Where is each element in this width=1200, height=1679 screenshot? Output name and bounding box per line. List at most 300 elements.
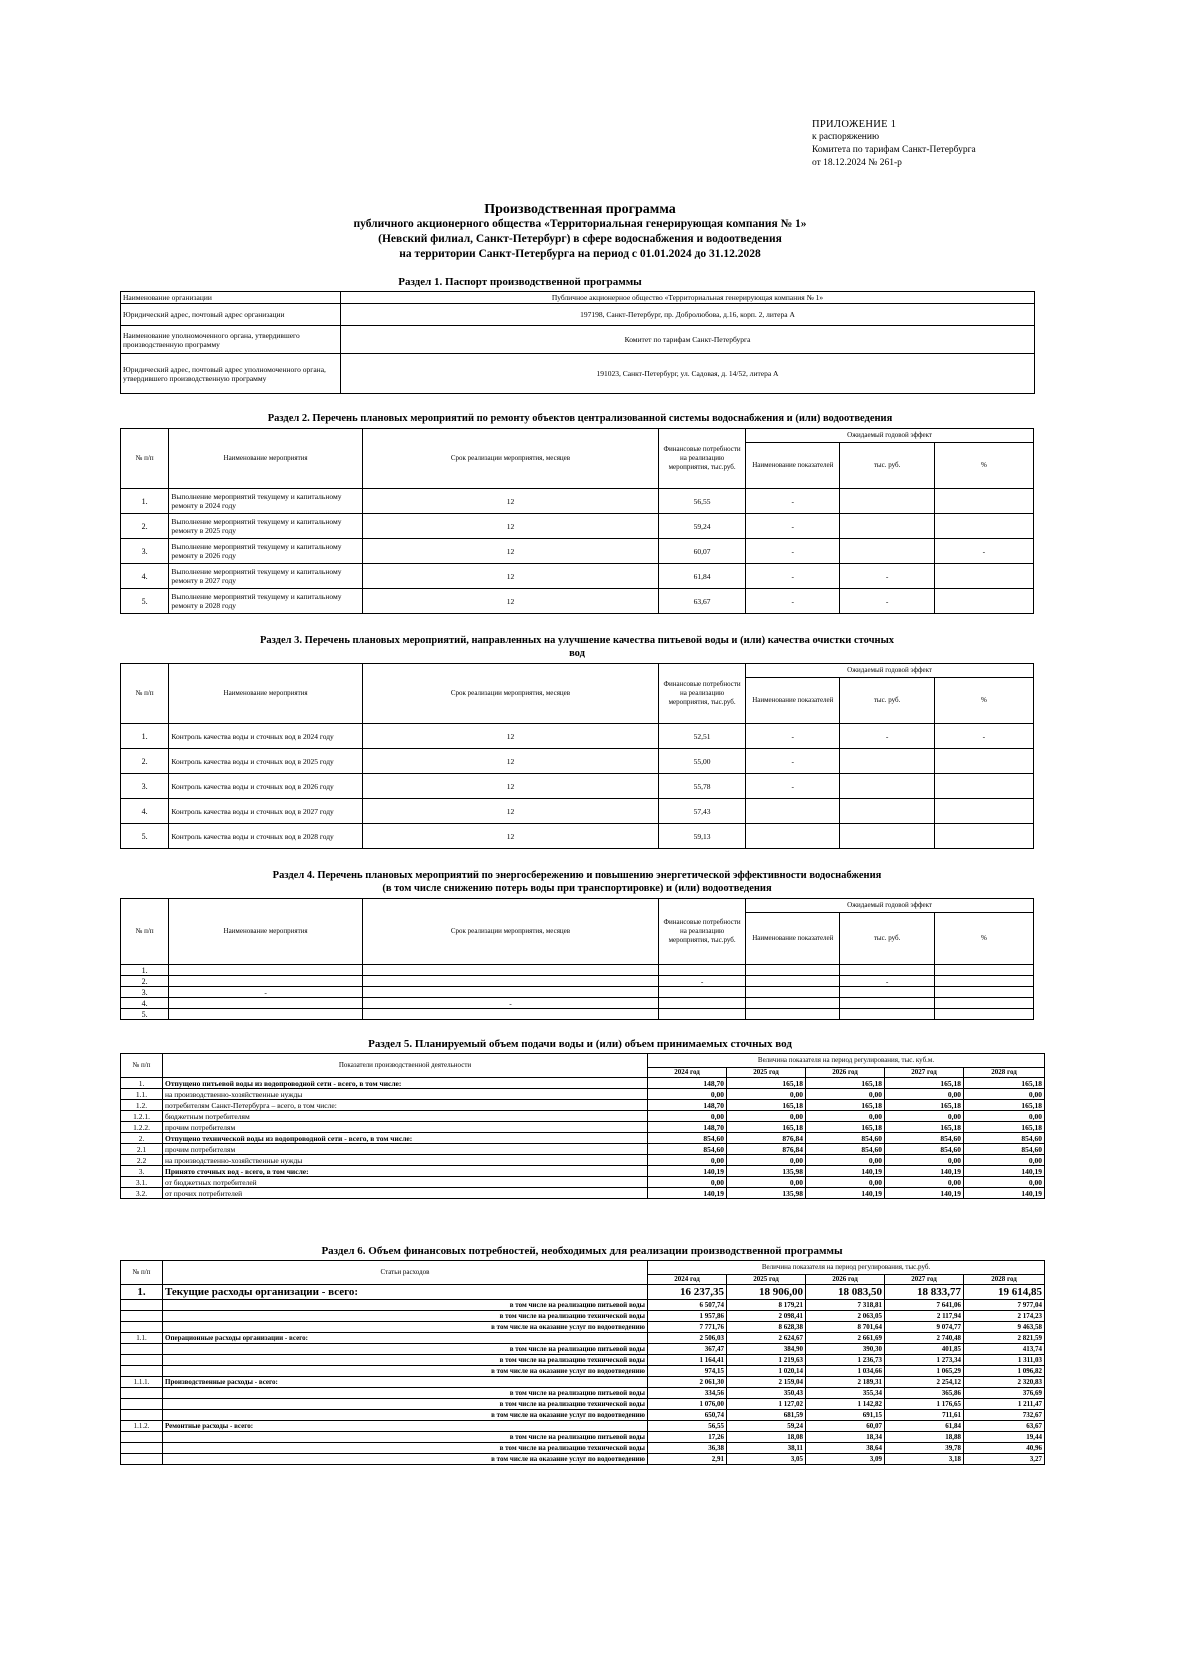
col-indicators: Наименование показателей [746, 678, 840, 724]
row-num: 1. [121, 965, 169, 976]
row-value: 0,00 [727, 1089, 806, 1100]
row-indicator [746, 976, 840, 987]
table-row [121, 1122, 1045, 1133]
table-row [121, 1155, 1045, 1166]
row-indicator [746, 987, 840, 998]
row-indicator: - [746, 774, 840, 799]
passport-row [121, 326, 1035, 354]
passport-value: Комитет по тарифам Санкт-Петербурга [341, 326, 1035, 354]
table-row [121, 1366, 1045, 1377]
row-rub [840, 489, 934, 514]
table-row [121, 539, 1034, 564]
document-title [200, 202, 960, 262]
row-value: 2 661,69 [806, 1333, 885, 1344]
row-num [121, 1311, 163, 1322]
row-value: 365,86 [885, 1388, 964, 1399]
col-year: 2027 год [885, 1275, 964, 1285]
row-term [362, 965, 658, 976]
row-value: 854,60 [964, 1144, 1045, 1155]
row-num: 5. [121, 589, 169, 614]
row-value: 148,70 [648, 1122, 727, 1133]
table-row [121, 1188, 1045, 1199]
section4-title [120, 869, 1034, 895]
title-line: Производственная программа [484, 202, 676, 217]
section1-title: Раздел 1. Паспорт производственной программы [398, 276, 642, 288]
row-value: 0,00 [727, 1155, 806, 1166]
row-num [121, 1443, 163, 1454]
passport-row [121, 304, 1035, 326]
row-num [121, 1300, 163, 1311]
row-value: 38,64 [806, 1443, 885, 1454]
row-value: 7 771,76 [648, 1322, 727, 1333]
row-value: 1 065,29 [885, 1366, 964, 1377]
row-rub: - [840, 589, 934, 614]
row-value: 165,18 [885, 1078, 964, 1089]
table-row [121, 724, 1034, 749]
row-name: прочим потребителям [163, 1122, 648, 1133]
row-value: 1 273,34 [885, 1355, 964, 1366]
section5-title: Раздел 5. Планируемый объем подачи воды и (или) объем принимаемых сточных вод [368, 1038, 792, 1050]
row-name: в том числе на реализацию технической воды [163, 1355, 648, 1366]
row-value: 401,85 [885, 1344, 964, 1355]
row-num [121, 1432, 163, 1443]
row-value: 0,00 [727, 1177, 806, 1188]
row-value: 1 219,63 [727, 1355, 806, 1366]
table-row [121, 1078, 1045, 1089]
row-value: 854,60 [806, 1133, 885, 1144]
row-num: 3.1. [121, 1177, 163, 1188]
col-year: 2027 год [885, 1068, 964, 1078]
row-term: 12 [362, 749, 658, 774]
table-row [121, 1144, 1045, 1155]
row-name: Выполнение мероприятий текущему и капитальному ремонту в 2027 году [169, 564, 362, 589]
col-year: 2025 год [727, 1068, 806, 1078]
row-name: в том числе на реализацию питьевой воды [163, 1388, 648, 1399]
row-num: 2. [121, 749, 169, 774]
table-row [121, 1166, 1045, 1177]
section4-title-line: (в том числе снижению потерь воды при транспортировке) и (или) водоотведения [382, 883, 772, 894]
row-value: 854,60 [648, 1133, 727, 1144]
row-finance: - [659, 976, 746, 987]
col-indicators: Наименование показателей [746, 913, 840, 965]
row-num [121, 1399, 163, 1410]
row-value: 2 740,48 [885, 1333, 964, 1344]
row-value: 140,19 [964, 1166, 1045, 1177]
row-value: 3,05 [727, 1454, 806, 1465]
row-num: 1.1. [121, 1333, 163, 1344]
row-value: 3,09 [806, 1454, 885, 1465]
row-value: 3,27 [964, 1454, 1045, 1465]
row-value: 1 311,03 [964, 1355, 1045, 1366]
row-pct [934, 589, 1033, 614]
row-pct [934, 514, 1033, 539]
table-row [121, 1100, 1045, 1111]
row-num [121, 1322, 163, 1333]
col-year: 2026 год [806, 1068, 885, 1078]
row-value: 18 833,77 [885, 1285, 964, 1300]
col-finance: Финансовые потребности на реализацию мероприятия, тыс.руб. [659, 899, 746, 965]
title-line: на территории Санкт-Петербурга на период с 01.01.2024 до 31.12.2028 [399, 248, 761, 260]
section3-title [120, 634, 1034, 660]
row-value: 19 614,85 [964, 1285, 1045, 1300]
row-name [169, 976, 362, 987]
table-row [121, 774, 1034, 799]
row-name: Отпущено питьевой воды из водопроводной сети - всего, в том числе: [163, 1078, 648, 1089]
row-value: 148,70 [648, 1100, 727, 1111]
row-value: 1 076,00 [648, 1399, 727, 1410]
col-num: № п/п [121, 429, 169, 489]
row-rub [840, 514, 934, 539]
table-row [121, 998, 1034, 1009]
col-term: Срок реализации мероприятия, месяцев [362, 664, 658, 724]
row-value: 165,18 [885, 1122, 964, 1133]
section6-title: Раздел 6. Объем финансовых потребностей, необходимых для реализации производственной программы [321, 1245, 843, 1257]
row-value: 2 159,04 [727, 1377, 806, 1388]
row-pct [934, 976, 1033, 987]
row-name: Выполнение мероприятий текущему и капитальному ремонту в 2024 году [169, 489, 362, 514]
row-name: Контроль качества воды и сточных вод в 2027 году [169, 799, 362, 824]
passport-label: Наименование организации [121, 292, 341, 304]
row-value: 854,60 [648, 1144, 727, 1155]
row-value: 0,00 [964, 1155, 1045, 1166]
row-name: бюджетным потребителям [163, 1111, 648, 1122]
col-indicator: Показатели производственной деятельности [163, 1054, 648, 1078]
row-value: 650,74 [648, 1410, 727, 1421]
row-value: 0,00 [806, 1089, 885, 1100]
row-value: 854,60 [806, 1144, 885, 1155]
row-value: 0,00 [727, 1111, 806, 1122]
col-rub: тыс. руб. [840, 678, 934, 724]
row-term: 12 [362, 514, 658, 539]
row-num: 3. [121, 774, 169, 799]
row-value: 2 821,59 [964, 1333, 1045, 1344]
row-value: 390,30 [806, 1344, 885, 1355]
appendix-line: ПРИЛОЖЕНИЕ 1 [812, 119, 897, 130]
row-value: 0,00 [806, 1111, 885, 1122]
row-value: 8 701,64 [806, 1322, 885, 1333]
col-rub: тыс. руб. [840, 443, 934, 489]
row-indicator [746, 998, 840, 1009]
row-name [169, 998, 362, 1009]
row-value: 16 237,35 [648, 1285, 727, 1300]
col-num: № п/п [121, 899, 169, 965]
row-value: 17,26 [648, 1432, 727, 1443]
row-value: 2,91 [648, 1454, 727, 1465]
table-row [121, 965, 1034, 976]
passport-label: Юридический адрес, почтовый адрес организации [121, 304, 341, 326]
row-indicator: - [746, 539, 840, 564]
row-value: 350,43 [727, 1388, 806, 1399]
row-name: от бюджетных потребителей [163, 1177, 648, 1188]
row-value: 140,19 [806, 1188, 885, 1199]
row-num: 4. [121, 799, 169, 824]
row-name: в том числе на реализацию технической воды [163, 1399, 648, 1410]
section5-table [120, 1053, 1045, 1199]
row-num [121, 1388, 163, 1399]
table-row [121, 514, 1034, 539]
col-num: № п/п [121, 1261, 163, 1285]
passport-row [121, 354, 1035, 394]
row-name: потребителям Санкт-Петербурга – всего, в том числе: [163, 1100, 648, 1111]
row-value: 2 189,31 [806, 1377, 885, 1388]
row-rub [840, 799, 934, 824]
passport-label: Юридический адрес, почтовый адрес уполномоченного органа, утвердившего производственную программу [121, 354, 341, 394]
row-value: 165,18 [964, 1100, 1045, 1111]
row-value: 1 127,02 [727, 1399, 806, 1410]
row-rub [840, 965, 934, 976]
section2-title: Раздел 2. Перечень плановых мероприятий по ремонту объектов централизованной системы водоснабжения и (или) водоотведения [267, 413, 893, 424]
row-value: 384,90 [727, 1344, 806, 1355]
col-year: 2028 год [964, 1275, 1045, 1285]
row-num: 2. [121, 514, 169, 539]
row-value: 2 061,30 [648, 1377, 727, 1388]
row-value: 1 096,82 [964, 1366, 1045, 1377]
table-row [121, 1177, 1045, 1188]
row-indicator: - [746, 514, 840, 539]
row-name: в том числе на реализацию технической воды [163, 1311, 648, 1322]
row-value: 38,11 [727, 1443, 806, 1454]
row-finance: 57,43 [659, 799, 746, 824]
row-value: 19,44 [964, 1432, 1045, 1443]
row-num [121, 1410, 163, 1421]
col-name: Наименование мероприятия [169, 899, 362, 965]
row-name: в том числе на реализацию питьевой воды [163, 1300, 648, 1311]
row-value: 165,18 [727, 1122, 806, 1133]
row-rub: - [840, 976, 934, 987]
row-num: 1.2.2. [121, 1122, 163, 1133]
row-num: 1. [121, 1078, 163, 1089]
row-value: 0,00 [648, 1111, 727, 1122]
row-value: 376,69 [964, 1388, 1045, 1399]
row-value: 2 117,94 [885, 1311, 964, 1322]
table-row [121, 987, 1034, 998]
table-row [121, 1089, 1045, 1100]
row-value: 140,19 [885, 1188, 964, 1199]
row-pct [934, 998, 1033, 1009]
table-row [121, 749, 1034, 774]
row-name: Выполнение мероприятий текущему и капитальному ремонту в 2026 году [169, 539, 362, 564]
row-value: 165,18 [806, 1078, 885, 1089]
table-row [121, 589, 1034, 614]
table-row [121, 1009, 1034, 1020]
row-value: 0,00 [885, 1177, 964, 1188]
row-rub [840, 774, 934, 799]
row-value: 732,67 [964, 1410, 1045, 1421]
row-term [362, 976, 658, 987]
row-pct [934, 749, 1033, 774]
row-num: 2. [121, 1133, 163, 1144]
row-value: 165,18 [727, 1100, 806, 1111]
appendix-line: от 18.12.2024 № 261-р [812, 158, 902, 168]
row-value: 135,98 [727, 1188, 806, 1199]
row-value: 0,00 [648, 1155, 727, 1166]
row-value: 0,00 [806, 1177, 885, 1188]
row-term: 12 [362, 824, 658, 849]
row-finance: 61,84 [659, 564, 746, 589]
row-name: Выполнение мероприятий текущему и капитальному ремонту в 2028 году [169, 589, 362, 614]
table-row [121, 976, 1034, 987]
section1-table [120, 291, 1035, 394]
row-num: 1. [121, 489, 169, 514]
col-finance: Финансовые потребности на реализацию мероприятия, тыс.руб. [659, 664, 746, 724]
row-pct: - [934, 539, 1033, 564]
table-row [121, 564, 1034, 589]
row-value: 165,18 [885, 1100, 964, 1111]
row-value: 1 034,66 [806, 1366, 885, 1377]
appendix-line: к распоряжению [812, 132, 880, 142]
table-row [121, 799, 1034, 824]
row-indicator [746, 799, 840, 824]
row-value: 9 463,58 [964, 1322, 1045, 1333]
row-finance: 59,13 [659, 824, 746, 849]
row-value: 0,00 [648, 1089, 727, 1100]
row-num: 3. [121, 539, 169, 564]
row-name: в том числе на реализацию питьевой воды [163, 1344, 648, 1355]
col-year: 2024 год [648, 1275, 727, 1285]
section5-body [121, 1078, 1045, 1199]
row-indicator [746, 824, 840, 849]
row-term: 12 [362, 799, 658, 824]
section3-title-line: Раздел 3. Перечень плановых мероприятий, направленных на улучшение качества питьевой воды и (или) качества очистки сточных [259, 635, 895, 646]
row-value: 40,96 [964, 1443, 1045, 1454]
row-num [121, 1344, 163, 1355]
row-value: 367,47 [648, 1344, 727, 1355]
row-value: 1 211,47 [964, 1399, 1045, 1410]
row-num [121, 1366, 163, 1377]
row-value: 2 063,05 [806, 1311, 885, 1322]
section4-title-line: Раздел 4. Перечень плановых мероприятий по энергосбережению и повышению энергетической эффективности водоснабжения [272, 870, 882, 881]
col-year: 2026 год [806, 1275, 885, 1285]
table-row [121, 1399, 1045, 1410]
row-value: 1 164,41 [648, 1355, 727, 1366]
col-period: Величина показателя на период регулирования, тыс. куб.м. [648, 1054, 1045, 1068]
row-finance: 60,07 [659, 539, 746, 564]
section3-table [120, 663, 1034, 849]
row-value: 681,59 [727, 1410, 806, 1421]
table-row [121, 1432, 1045, 1443]
row-name: в том числе на реализацию питьевой воды [163, 1432, 648, 1443]
row-name: - [169, 987, 362, 998]
row-value: 140,19 [885, 1166, 964, 1177]
row-num: 5. [121, 824, 169, 849]
row-num: 4. [121, 998, 169, 1009]
table-row [121, 1333, 1045, 1344]
col-rub: тыс. руб. [840, 913, 934, 965]
row-value: 165,18 [806, 1122, 885, 1133]
row-value: 0,00 [806, 1155, 885, 1166]
table-row [121, 1344, 1045, 1355]
section6-body [121, 1285, 1045, 1465]
row-value: 140,19 [806, 1166, 885, 1177]
table-row [121, 824, 1034, 849]
col-effect: Ожидаемый годовой эффект [746, 664, 1034, 678]
row-value: 148,70 [648, 1078, 727, 1089]
col-pct: % [934, 678, 1033, 724]
row-finance [659, 1009, 746, 1020]
row-value: 1 236,73 [806, 1355, 885, 1366]
row-value: 854,60 [885, 1144, 964, 1155]
row-value: 2 320,83 [964, 1377, 1045, 1388]
col-pct: % [934, 443, 1033, 489]
row-num: 2.2 [121, 1155, 163, 1166]
row-name: Отпущено технической воды из водопроводной сети - всего, в том числе: [163, 1133, 648, 1144]
row-value: 1 957,86 [648, 1311, 727, 1322]
row-name: Контроль качества воды и сточных вод в 2025 году [169, 749, 362, 774]
row-value: 165,18 [727, 1078, 806, 1089]
row-value: 6 507,74 [648, 1300, 727, 1311]
row-term [362, 1009, 658, 1020]
row-value: 18 906,00 [727, 1285, 806, 1300]
section3-title-line: вод [569, 648, 585, 659]
row-finance: 55,78 [659, 774, 746, 799]
row-value: 59,24 [727, 1421, 806, 1432]
row-indicator [746, 965, 840, 976]
row-finance: 63,67 [659, 589, 746, 614]
col-name: Наименование мероприятия [169, 429, 362, 489]
row-num: 1.2. [121, 1100, 163, 1111]
row-value: 63,67 [964, 1421, 1045, 1432]
row-value: 39,78 [885, 1443, 964, 1454]
row-indicator: - [746, 489, 840, 514]
row-name: Контроль качества воды и сточных вод в 2026 году [169, 774, 362, 799]
row-indicator: - [746, 564, 840, 589]
row-value: 2 174,23 [964, 1311, 1045, 1322]
row-name: Операционные расходы организации - всего: [163, 1333, 648, 1344]
row-value: 876,84 [727, 1144, 806, 1155]
col-item: Статьи расходов [163, 1261, 648, 1285]
col-term: Срок реализации мероприятия, месяцев [362, 899, 658, 965]
table-row [121, 1311, 1045, 1322]
row-pct [934, 774, 1033, 799]
table-row [121, 1421, 1045, 1432]
row-num: 1.1. [121, 1089, 163, 1100]
row-pct [934, 799, 1033, 824]
col-year: 2028 год [964, 1068, 1045, 1078]
table-row [121, 1454, 1045, 1465]
row-name [169, 1009, 362, 1020]
row-value: 165,18 [806, 1100, 885, 1111]
row-rub: - [840, 564, 934, 589]
table-row [121, 1133, 1045, 1144]
row-value: 0,00 [964, 1089, 1045, 1100]
row-pct: - [934, 724, 1033, 749]
row-name: Принято сточных вод - всего, в том числе: [163, 1166, 648, 1177]
passport-value: 197198, Санкт-Петербург, пр. Добролюбова, д.16, корп. 2, литера А [341, 304, 1035, 326]
title-line: (Невский филиал, Санкт-Петербург) в сфере водоснабжения и водоотведения [378, 233, 782, 245]
appendix-line: Комитета по тарифам Санкт-Петербурга [812, 145, 976, 155]
row-rub [840, 987, 934, 998]
col-finance: Финансовые потребности на реализацию мероприятия, тыс.руб. [659, 429, 746, 489]
row-finance: 52,51 [659, 724, 746, 749]
row-finance [659, 998, 746, 1009]
row-value: 0,00 [964, 1177, 1045, 1188]
row-value: 355,34 [806, 1388, 885, 1399]
table-row [121, 1377, 1045, 1388]
row-finance: 59,24 [659, 514, 746, 539]
row-num [121, 1355, 163, 1366]
section2-table [120, 428, 1034, 614]
row-name: в том числе на оказание услуг по водоотведению [163, 1322, 648, 1333]
appendix-note [812, 118, 1112, 170]
row-value: 8 628,38 [727, 1322, 806, 1333]
row-term: 12 [362, 539, 658, 564]
row-name: Производственные расходы - всего: [163, 1377, 648, 1388]
row-value: 876,84 [727, 1133, 806, 1144]
row-value: 7 318,81 [806, 1300, 885, 1311]
row-term: 12 [362, 774, 658, 799]
row-name: на производственно-хозяйственные нужды [163, 1155, 648, 1166]
row-value: 854,60 [885, 1133, 964, 1144]
